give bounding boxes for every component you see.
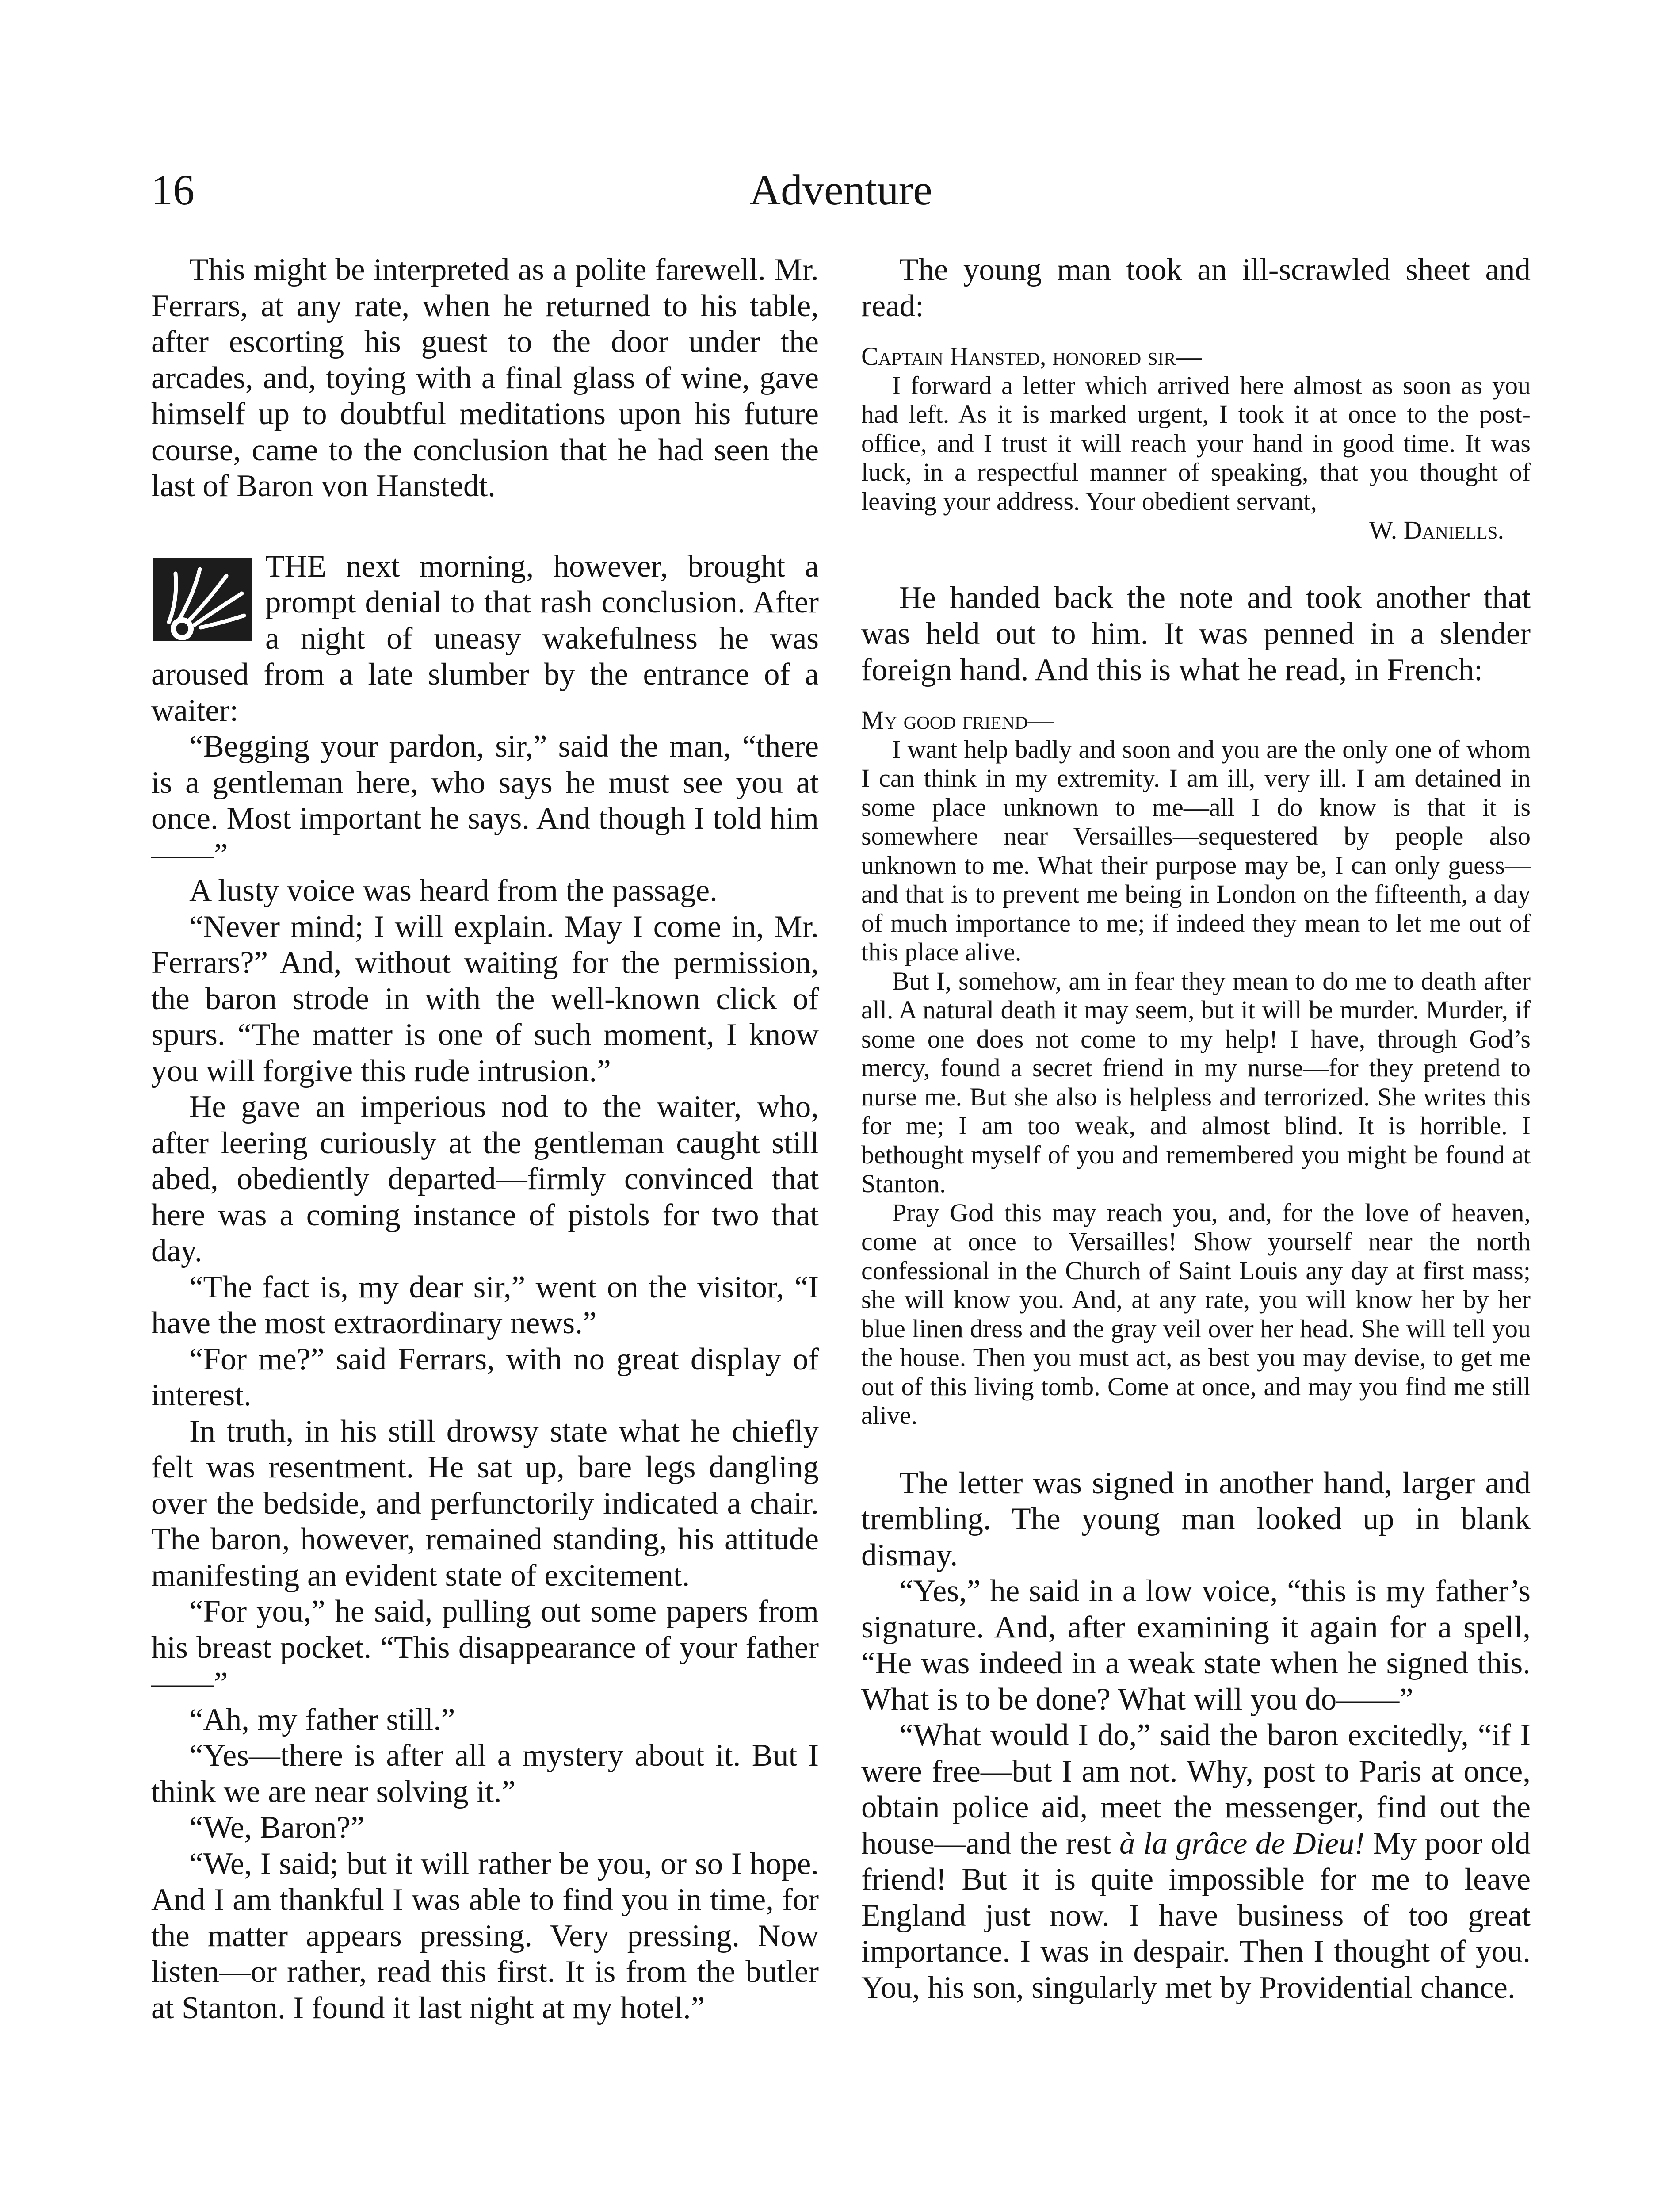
magazine-title: Adventure bbox=[749, 166, 932, 214]
letter-paragraph: But I, somehow, am in fear they mean to do me to death after all. A natural death it may seem, but it will be murder. Murder, if some one does not come to my help! I have, through God’s mercy, found a secret friend in my nurse—for they pretend to nurse me. But she also is helpless and terrorized. She writes this for me; I am too weak, and almost blind. It is horrible. I bethought myself of you and remembered you might be found at Stanton. bbox=[861, 966, 1531, 1198]
sunburst-ornament-icon bbox=[151, 556, 254, 643]
letter-salutation: Captain Hansted, honored sir— bbox=[861, 342, 1202, 371]
paragraph: “We, Baron?” bbox=[189, 1810, 365, 1845]
letter-paragraph: I want help badly and soon and you are the only one of whom I can think in my extremity. I am ill, very ill. I am detained in some place unknown to me—all I do know is that it is somewhere near Versailles—sequestered by people also unknown to me. What their purpose may be, I can only guess—and that is to prevent me being in London on the fifteenth, a day of much importance to me; if indeed they mean to let me out of this place alive. bbox=[861, 734, 1531, 966]
paragraph: He handed back the note and took another that was held out to him. It was penned in a slender foreign hand. And this is what he read, in French: bbox=[861, 580, 1531, 687]
text-run: My poor old friend! But it is quite impossible for me to leave England just now. I have business of too great importance. I was in despair. Then I thought of you. You, his son, singularly met by Providential chance. bbox=[861, 1826, 1531, 2005]
paragraph: “We, I said; but it will rather be you, or so I hope. And I am thankful I was able to find you in time, for the matter appears pressing. Very pressing. Now listen—or rather, read this first. It is from the butler at Stanton. I found it last night at my hotel.” bbox=[151, 1846, 819, 2025]
letter-salutation: My good friend— bbox=[861, 706, 1054, 734]
paragraph bbox=[861, 1718, 1531, 2006]
section-opening bbox=[151, 549, 819, 729]
paragraph: A lusty voice was heard from the passage. bbox=[189, 873, 718, 908]
letter-paragraph: Pray God this may reach you, and, for the love of heaven, come at once to Versailles! Show yourself near the north confessional in the Church of Saint Louis any day at first mass; she will know you. And, at any rate, you will know her by her blue linen dress and the gray veil over her head. She will tell you the house. Then you must act, as best you may devise, to get me out of this living tomb. Come at once, and may you find me still alive. bbox=[861, 1198, 1531, 1430]
page-number: 16 bbox=[151, 166, 195, 214]
paragraph: “The fact is, my dear sir,” went on the visitor, “I have the most extraordinary news.” bbox=[151, 1270, 819, 1340]
left-column bbox=[151, 252, 819, 2026]
paragraph: He gave an imperious nod to the waiter, who, after leering curiously at the gentleman caught still abed, obediently departed—firmly convinced that here was a coming instance of pistols for two that day. bbox=[151, 1090, 819, 1268]
paragraph: “Begging your pardon, sir,” said the man, “there is a gentleman here, who says he must see you at once. Most important he says. And though I told him——” bbox=[151, 729, 819, 872]
paragraph: The letter was signed in another hand, larger and trembling. The young man looked up in blank dismay. bbox=[861, 1465, 1531, 1572]
page-header bbox=[151, 159, 1531, 221]
paragraph: “For me?” said Ferrars, with no great display of interest. bbox=[151, 1342, 819, 1412]
letter-body: I forward a letter which arrived here almost as soon as you had left. As it is marked urgent, I took it at once to the post-office, and I trust it will reach your hand in good time. It was luck, in a respectful manner of speaking, that you thought of leaving your address. Your obedient servant, bbox=[861, 371, 1531, 516]
paragraph: The young man took an ill-scrawled sheet and read: bbox=[861, 252, 1531, 323]
paragraph: “Yes,” he said in a low voice, “this is my father’s signature. And, after examining it again for a spell, “He was indeed in a weak state when he signed this. What is to be done? What will you do——” bbox=[861, 1574, 1531, 1717]
right-column bbox=[861, 252, 1531, 2006]
paragraph: “Never mind; I will explain. May I come in, Mr. Ferrars?” And, without waiting for the permission, the baron strode in with the well-known click of spurs. “The matter is one of such moment, I know you will forgive this rude intrusion.” bbox=[151, 909, 819, 1088]
butler-letter bbox=[861, 342, 1531, 545]
french-phrase: à la grâce de Dieu! bbox=[1119, 1826, 1365, 1861]
paragraph: In truth, in his still drowsy state what he chiefly felt was resentment. He sat up, bare legs dangling over the bedside, and perfunctorily indicated a chair. The baron, however, remained standing, his attitude manifesting an evident state of excitement. bbox=[151, 1414, 819, 1593]
paragraph: “Yes—there is after all a mystery about it. But I think we are near solving it.” bbox=[151, 1738, 819, 1809]
letter-signature: W. Daniells. bbox=[1369, 516, 1504, 544]
paragraph: “Ah, my father still.” bbox=[189, 1702, 455, 1737]
paragraph: This might be interpreted as a polite farewell. Mr. Ferrars, at any rate, when he returned to his table, after escorting his guest to the door under the arcades, and, toying with a final glass of wine, gave himself up to doubtful meditations upon his future course, came to the conclusion that he had seen the last of Baron von Hanstedt. bbox=[151, 252, 819, 503]
paragraph: “For you,” he said, pulling out some papers from his breast pocket. “This disappearance of your father——” bbox=[151, 1594, 819, 1701]
father-letter bbox=[861, 706, 1531, 1430]
text-run: “What would I do,” said the baron excitedly, “if I were free—but I am not. Why, post to Paris at once, obtain police aid, meet the messenger, find out the house—and the rest bbox=[861, 1718, 1531, 1861]
paragraph: THE next morning, however, brought a prompt denial to that rash conclusion. After a night of uneasy wakefulness he was aroused from a late slumber by the entrance of a waiter: bbox=[151, 549, 819, 728]
